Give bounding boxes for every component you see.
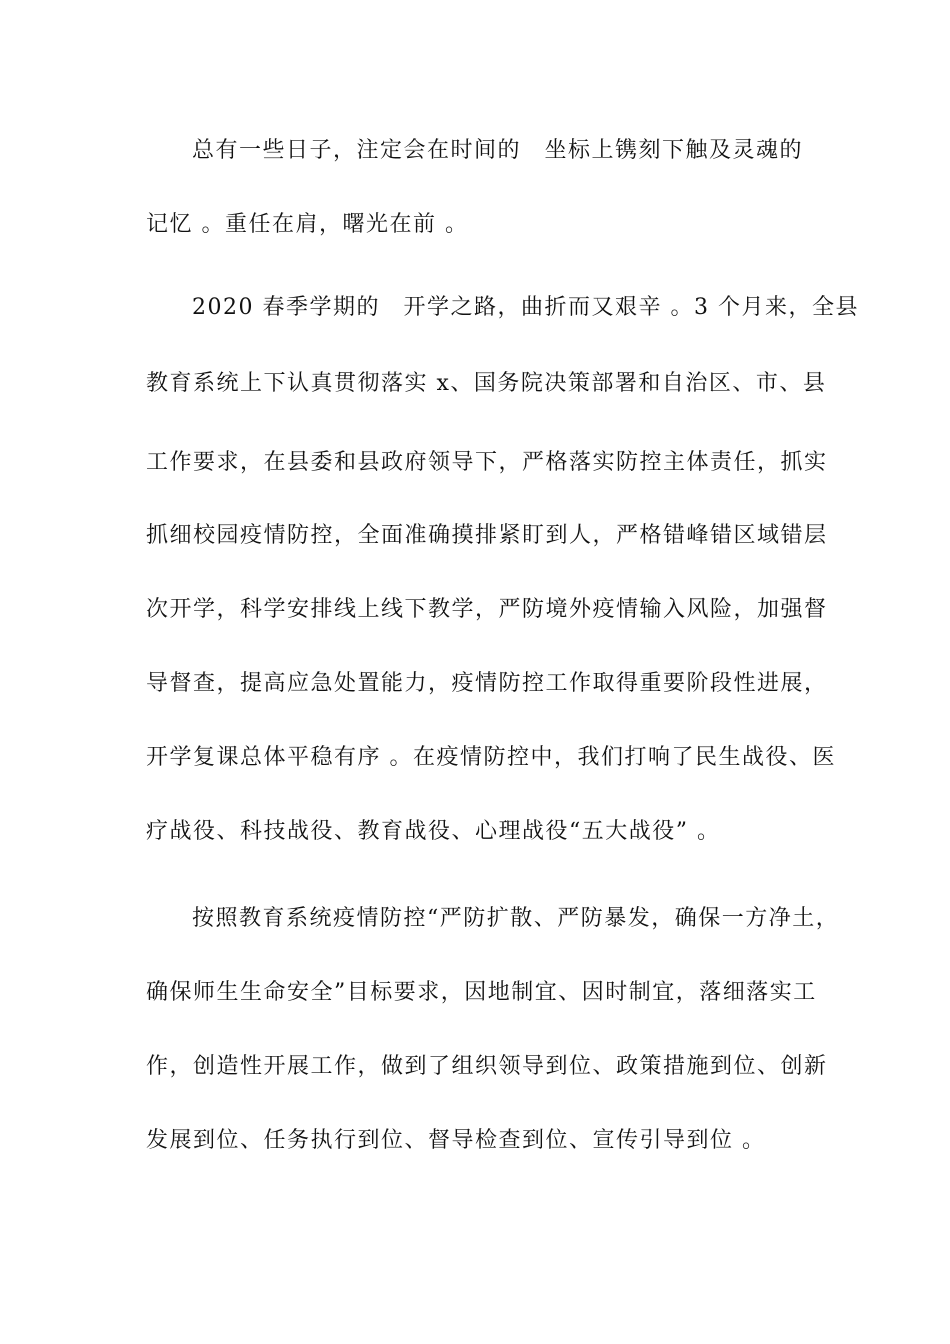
- paragraph-3-line-4: 发展到位、任务执行到位、督导检查到位、宣传引导到位 。: [146, 1128, 766, 1153]
- paragraph-3-line-1: 按照教育系统疫情防控“严防扩散、严防暴发，确保一方净土，: [192, 906, 840, 931]
- paragraph-2-line-8: 疗战役、科技战役、教育战役、心理战役“五大战役” 。: [146, 819, 721, 844]
- paragraph-1-line-2: 记忆 。重任在肩，曙光在前 。: [146, 212, 469, 237]
- paragraph-2-line-2: 教育系统上下认真贯彻落实 x、国务院决策部署和自治区、市、县: [146, 371, 827, 396]
- paragraph-2-line-5: 次开学，科学安排线上线下教学，严防境外疫情输入风险，加强督: [146, 597, 828, 622]
- paragraph-3-line-2: 确保师生生命安全”目标要求，因地制宜、因时制宜，落细落实工: [146, 980, 817, 1005]
- paragraph-2-line-3: 工作要求，在县委和县政府领导下，严格落实防控主体责任，抓实: [146, 450, 828, 475]
- paragraph-1-line-1: 总有一些日子，注定会在时间的 坐标上镌刻下触及灵魂的: [192, 138, 804, 163]
- paragraph-2-line-6: 导督查，提高应急处置能力，疫情防控工作取得重要阶段性进展，: [146, 671, 828, 696]
- paragraph-2-line-7: 开学复课总体平稳有序 。在疫情防控中，我们打响了民生战役、医: [146, 745, 836, 770]
- paragraph-2-line-4: 抓细校园疫情防控，全面准确摸排紧盯到人，严格错峰错区域错层: [146, 523, 828, 548]
- paragraph-3-line-3: 作，创造性开展工作，做到了组织领导到位、政策措施到位、创新: [146, 1054, 828, 1079]
- paragraph-2-line-1: 2020 春季学期的 开学之路，曲折而又艰辛 。3 个月来，全县: [192, 295, 859, 320]
